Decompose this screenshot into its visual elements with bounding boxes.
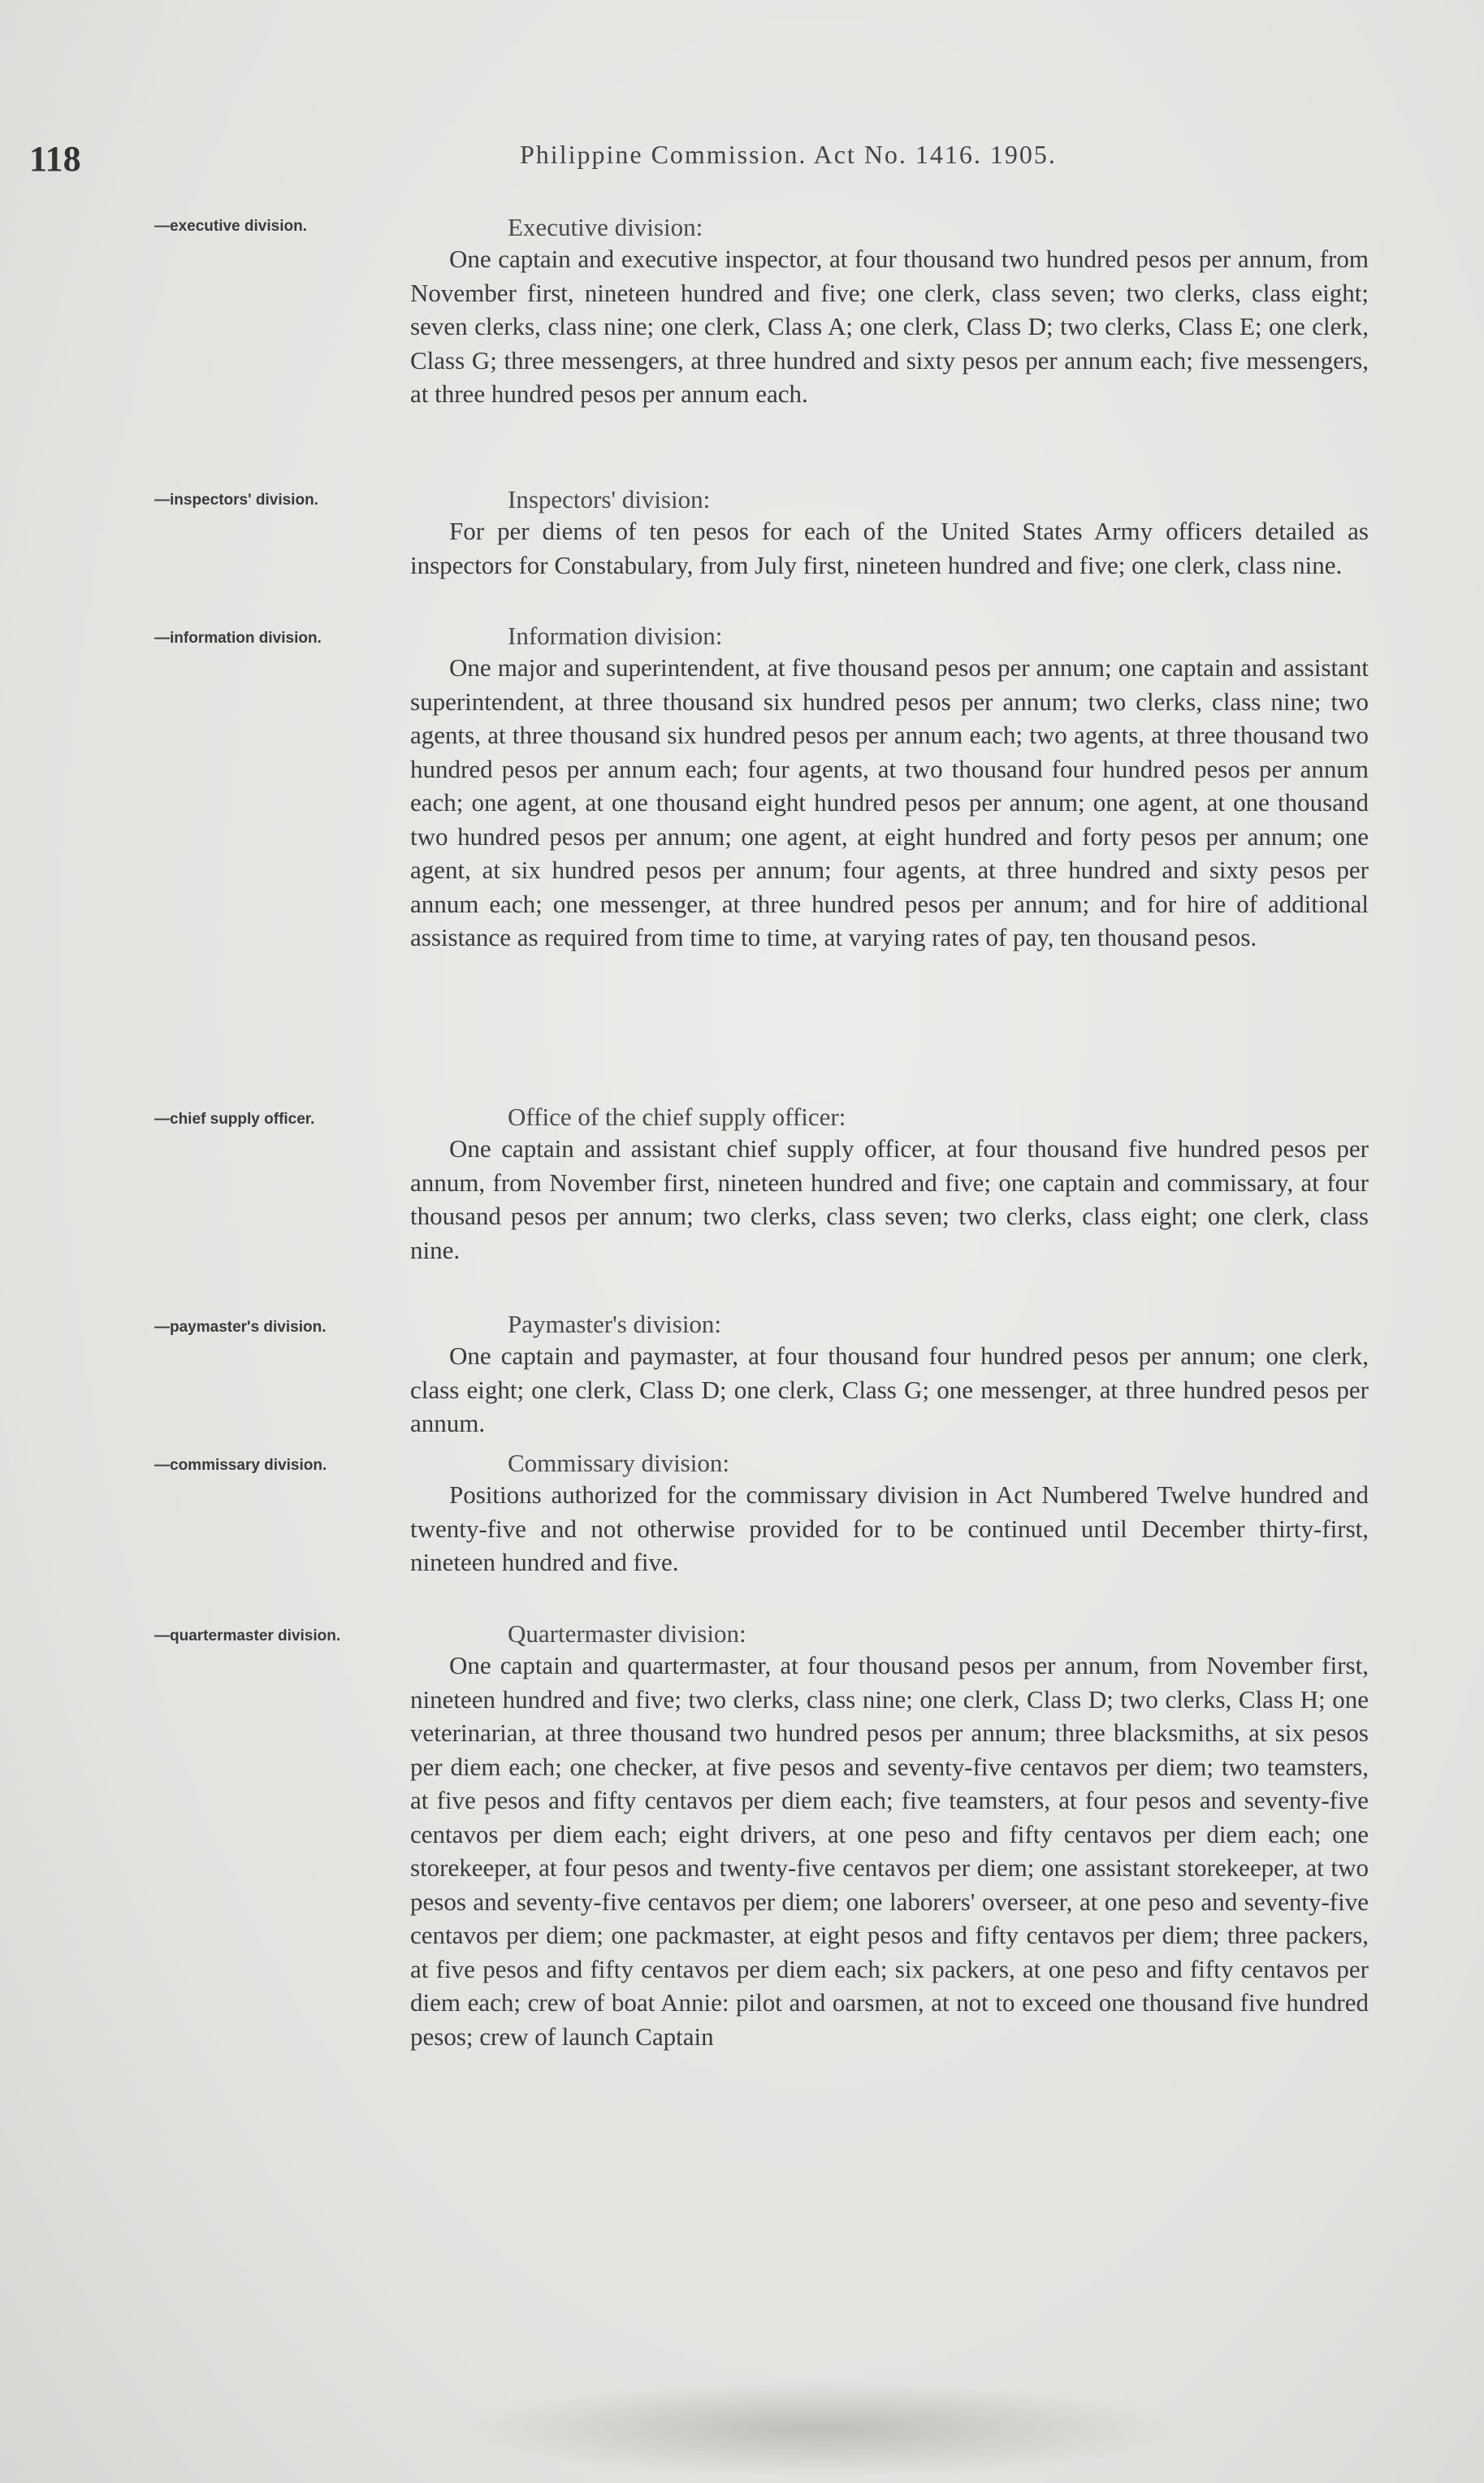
- paragraph-information: One major and superintendent, at five thousand pesos per annum; one captain and assistant superintendent, at three thousand six hundred pesos per annum; two clerks, class nine; two agents, at three thousand six hundred pesos per annum each; two agents, at three thousand two hundred pesos per annum each; four agents, at two thousand four hundred pesos per annum each; one agent, at one thousand eight hundred pesos per annum; one agent, at one thousand two hundred pesos per annum; one agent, at eight hundred and forty pesos per annum; one agent, at six hundred pesos per annum; four agents, at three hundred and sixty pesos per annum each; one messenger, at three hundred pesos per annum; and for hire of additional assistance as required from time to time, at varying rates of pay, ten thousand pesos.: [410, 653, 1369, 951]
- page-number: 118: [29, 139, 81, 179]
- margin-note-commissary: —commissary division.: [154, 1457, 327, 1474]
- scan-smudge: [455, 2381, 1186, 2478]
- margin-note-information: —information division.: [154, 630, 322, 647]
- margin-note-executive: —executive division.: [154, 218, 307, 235]
- paragraph-paymaster: One captain and paymaster, at four thousand four hundred pesos per annum; one clerk, class eight; one clerk, Class D; one clerk, Class G; one messenger, at three hundred pesos per annum.: [410, 1341, 1369, 1437]
- margin-note-inspectors: —inspectors' division.: [154, 492, 318, 509]
- heading-inspectors: Inspectors' division:: [508, 485, 711, 514]
- heading-chief-supply: Office of the chief supply officer:: [508, 1103, 846, 1131]
- margin-note-paymaster: —paymaster's division.: [154, 1319, 327, 1336]
- paragraph-inspectors: For per diems of ten pesos for each of the United States Army officers detailed as inspectors for Constabulary, from July first, nineteen hundred and five; one clerk, class nine.: [410, 517, 1369, 579]
- paragraph-executive: One captain and executive inspector, at four thousand two hundred pesos per annum, from November first, nineteen hundred and five; one clerk, class seven; two clerks, class eight; seven clerks, class nine; one clerk, Class A; one clerk, Class D; two clerks, Class E; one clerk, Class G; three messengers, at three hundred and sixty pesos per annum each; five messengers, at three hundred pesos per annum each.: [410, 245, 1369, 408]
- heading-paymaster: Paymaster's division:: [508, 1310, 722, 1338]
- paragraph-commissary: Positions authorized for the commissary division in Act Numbered Twelve hundred and twenty-five and not otherwise provided for to be continued until December thirty-first, nineteen hundred and five.: [410, 1480, 1369, 1576]
- paragraph-quartermaster: One captain and quartermaster, at four thousand pesos per annum, from November first, nineteen hundred and five; two clerks, class nine; one clerk, Class D; two clerks, Class H; one veterinarian, at three thousand two hundred pesos per annum; three blacksmiths, at six pesos per diem each; one checker, at five pesos and seventy-five centavos per diem; two teamsters, at five pesos and fifty centavos per diem each; five teamsters, at four pesos and seventy-five centavos per diem each; eight drivers, at one peso and fifty centavos per diem each; one storekeeper, at four pesos and twenty-five centavos per diem; one assistant storekeeper, at two pesos and seventy-five centavos per diem; one laborers' overseer, at one peso and seventy-five centavos per diem; one packmaster, at eight pesos and fifty centavos per diem; three packers, at five pesos and fifty centavos per diem each; six packers, at one peso and fifty centavos per diem each; crew of boat Annie: pilot and oarsmen, at not to exceed one thousand five hundred pesos; crew of launch Captain: [410, 1651, 1369, 2051]
- margin-note-quartermaster: —quartermaster division.: [154, 1627, 341, 1644]
- heading-information: Information division:: [508, 622, 723, 650]
- running-head: Philippine Commission. Act No. 1416. 1905.: [520, 140, 1057, 169]
- heading-commissary: Commissary division:: [508, 1449, 729, 1477]
- heading-quartermaster: Quartermaster division:: [508, 1619, 746, 1648]
- heading-executive: Executive division:: [508, 213, 703, 241]
- paragraph-chief-supply: One captain and assistant chief supply officer, at four thousand five hundred pesos per annum, from November first, nineteen hundred and five; one captain and commissary, at four thousand pesos per annum; two clerks, class seven; two clerks, class eight; one clerk, class nine.: [410, 1134, 1369, 1264]
- margin-note-chief-supply: —chief supply officer.: [154, 1111, 315, 1128]
